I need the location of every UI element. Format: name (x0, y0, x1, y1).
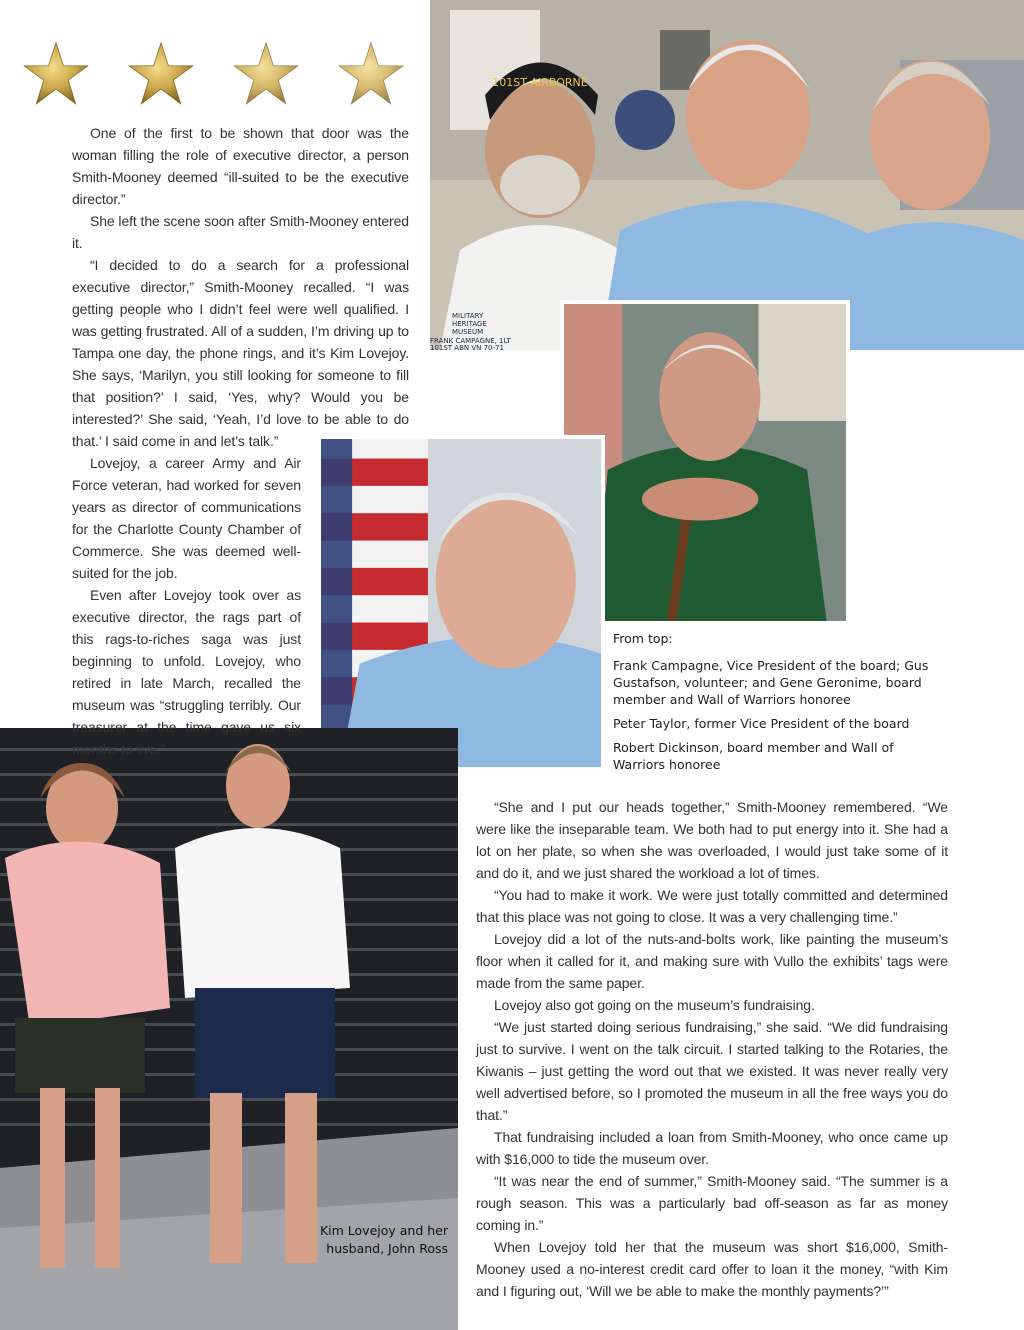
paragraph: Lovejoy, a career Army and Air Force veteran, had worked for seven years as director of communications for the Charlotte County Chamber of Commerce. She was deemed well-suited for the job. (72, 455, 301, 581)
shirt-logo-text-3: MUSEUM (452, 328, 484, 336)
paragraph: “She and I put our heads together,” Smith-Mooney remembered. “We were like the inseparable team. We both had to put energy into it. She had a lot on her plate, so when she was overloaded, I would just take some of it and do it, and we just shared the workload a lot of times. (476, 799, 948, 881)
paragraph: “I decided to do a search for a professional executive director,” Smith-Mooney recalled. “I was getting people who I didn’t feel were well qualified. I was getting frustrated. All of a sudden, I’m driving up to Tampa one day, the phone rings, and it’s Kim Lovejoy. She says, ‘Marilyn, you still looking for someone to fill that position?’ I said, ‘Yes, why? Would you be interested?’ She said, ‘Yeah, I’d love to be able to do that.’ I said come in and let’s talk.” (72, 257, 409, 449)
caption-line: husband, John Ross (326, 1241, 448, 1256)
decorative-stars (22, 40, 412, 112)
star-icon (337, 40, 405, 108)
caption-line: Kim Lovejoy and her (319, 1223, 448, 1238)
photo-captions (613, 630, 933, 780)
paragraph: “You had to make it work. We were just totally committed and determined that this place was not going to close. It was a very challenging time.” (476, 887, 948, 925)
shirt-unit-text: 101ST ABN VN 70-71 (430, 344, 504, 350)
caption-kim-lovejoy (300, 1222, 448, 1258)
paragraph: Even after Lovejoy took over as executive director, the rags part of this rags-to-riches saga was just beginning to unfold. Lovejoy, who retired in late March, recalled the museum was “struggling terribly. Our treasurer at the time gave us six months to live.” (72, 587, 301, 757)
photo-three-men (430, 0, 1024, 350)
paragraph: Lovejoy did a lot of the nuts-and-bolts work, like painting the museum’s floor when it called for it, and making sure with Vullo the exhibits’ tags were made from the same paper. (476, 931, 948, 991)
caption-heading: From top: (613, 631, 673, 646)
caption-item: Robert Dickinson, board member and Wall of Warriors honoree (613, 740, 894, 772)
paragraph: That fundraising included a loan from Smith-Mooney, who once came up with $16,000 to tide the museum over. (476, 1129, 948, 1167)
paragraph: When Lovejoy told her that the museum was short $16,000, Smith-Mooney used a no-interest credit card offer to loan it the money, “with Kim and I figuring out, ‘Will we be able to make the monthly payments?’” (476, 1239, 948, 1299)
article-right-column (476, 796, 948, 1302)
star-icon (22, 40, 90, 108)
caption-item: Frank Campagne, Vice President of the board; Gus Gustafson, volunteer; and Gene Geronime, board member and Wall of Warriors honoree (613, 658, 929, 707)
star-icon (232, 40, 300, 108)
paragraph: Lovejoy also got going on the museum’s fundraising. (494, 997, 815, 1013)
shirt-logo-text: MILITARY (452, 312, 484, 320)
shirt-name-text: FRANK CAMPAGNE, 1LT (430, 337, 511, 345)
paragraph: She left the scene soon after Smith-Mooney entered it. (72, 213, 409, 251)
paragraph: One of the first to be shown that door was the woman filling the role of executive director, a person Smith-Mooney deemed “ill-suited to be the executive director.” (72, 125, 409, 207)
cap-text: 101ST AIRBORNE (492, 76, 588, 89)
article-left-column (72, 122, 409, 760)
paragraph: “We just started doing serious fundraising,” she said. “We did fundraising just to survive. I went on the talk circuit. I started talking to the Rotaries, the Kiwanis – just getting the word out that we existed. It was never really very well advertised before, so I promoted the museum in all the free ways you do that.” (476, 1019, 948, 1123)
star-icon (127, 40, 195, 108)
paragraph: “It was near the end of summer,” Smith-Mooney said. “The summer is a rough season. This was a particularly bad off-season as far as money coming in.” (476, 1173, 948, 1233)
caption-item: Peter Taylor, former Vice President of the board (613, 716, 910, 731)
shirt-logo-text-2: HERITAGE (452, 320, 487, 328)
